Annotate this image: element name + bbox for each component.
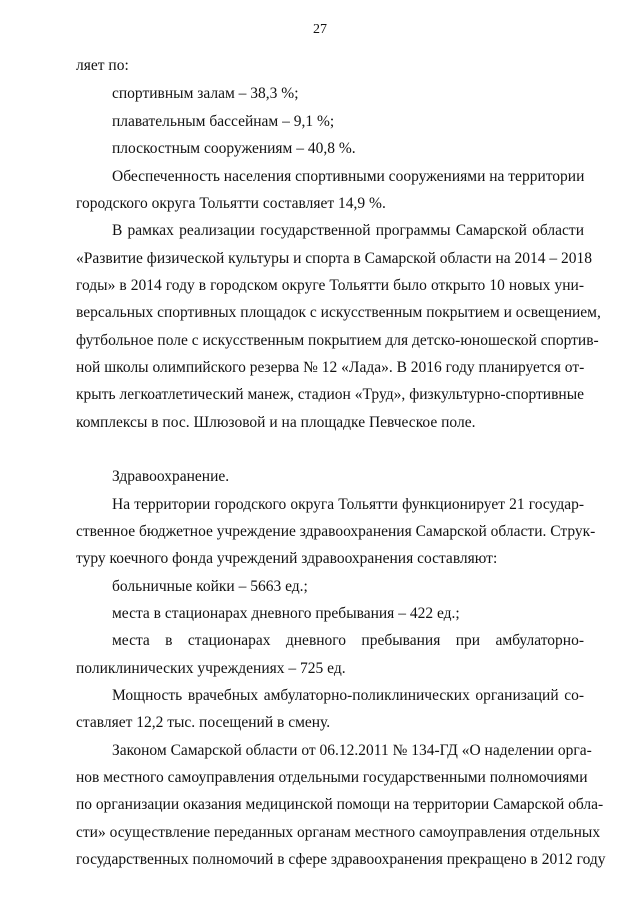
text-line: ственное бюджетное учреждение здравоохранения Самарской области. Струк- <box>76 523 596 540</box>
text-line: На территории городского округа Тольятти функционирует 21 государ- <box>112 496 584 513</box>
list-item: плоскостным сооружениям – 40,8 %. <box>112 140 356 157</box>
page-number: 27 <box>313 22 327 37</box>
text-line: комплексы в пос. Шлюзовой и на площадке Певческое поле. <box>76 414 476 431</box>
text-line: городского округа Тольятти составляет 14,9 %. <box>76 195 386 212</box>
list-item: спортивным залам – 38,3 %; <box>112 85 299 102</box>
text-line: В рамках реализации государственной программы Самарской области <box>112 222 584 239</box>
text-line: «Развитие физической культуры и спорта в Самарской области на 2014 – 2018 <box>76 250 593 267</box>
text-line: нов местного самоуправления отдельными государственными полномочиями <box>76 769 588 786</box>
list-item: места в стационарах дневного пребывания – 422 ед.; <box>112 605 460 622</box>
text-line: крыть легкоатлетический манеж, стадион «Труд», физкультурно-спортивные <box>76 386 584 403</box>
text-line: государственных полномочий в сфере здравоохранения прекращено в 2012 году <box>76 851 606 868</box>
text-line: туру коечного фонда учреждений здравоохранения составляют: <box>76 550 498 567</box>
text-line: годы» в 2014 году в городском округе Тольятти было открыто 10 новых уни- <box>76 277 584 294</box>
text-line: ставляет 12,2 тыс. посещений в смену. <box>76 714 331 731</box>
text-line: Мощность врачебных амбулаторно-поликлинических организаций со- <box>112 687 584 704</box>
text-line: Обеспеченность населения спортивными сооружениями на территории <box>112 168 585 185</box>
text-line: поликлинических учреждениях – 725 ед. <box>76 660 346 677</box>
text-line: футбольное поле с искусственным покрытием для детско-юношеской спортив- <box>76 332 599 349</box>
text-line: версальных спортивных площадок с искусственным покрытием и освещением, <box>76 304 601 321</box>
list-item: больничные койки – 5663 ед.; <box>112 578 308 595</box>
text-line: сти» осуществление переданных органам местного самоуправления отдельных <box>76 824 601 841</box>
section-heading: Здравоохранение. <box>112 468 230 485</box>
list-item: плавательным бассейнам – 9,1 %; <box>112 113 335 130</box>
text-line: ляет по: <box>76 57 129 74</box>
list-item: места в стационарах дневного пребывания при амбулаторно- <box>112 632 584 649</box>
text-line: по организации оказания медицинской помощи на территории Самарской обла- <box>76 796 604 813</box>
text-line: Законом Самарской области от 06.12.2011 № 134-ГД «О наделении орга- <box>112 742 592 759</box>
text-line: ной школы олимпийского резерва № 12 «Лада». В 2016 году планируется от- <box>76 359 585 376</box>
